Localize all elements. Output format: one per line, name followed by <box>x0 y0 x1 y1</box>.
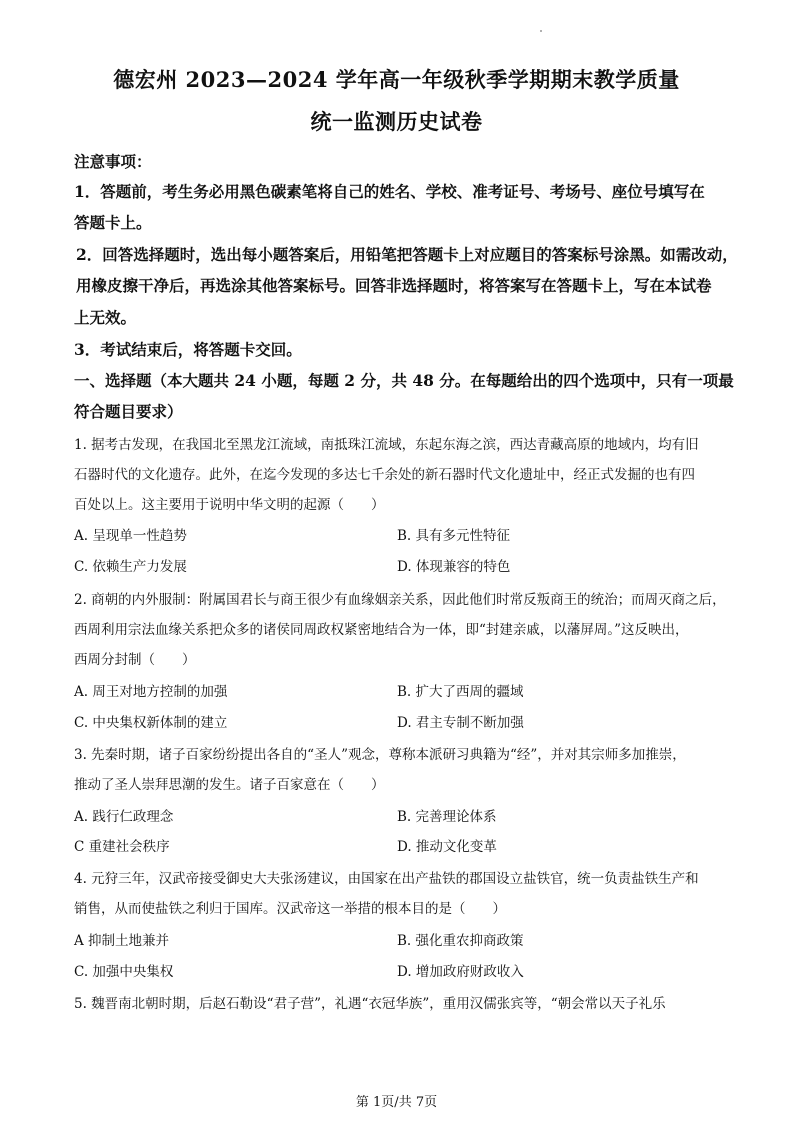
page-footer: 第 1页/共 7页 <box>355 1095 438 1110</box>
question-1-line2: 石器时代的文化遗存。此外，在迄今发现的多达七千余处的新石器时代文化遗址中，经正式发掘的也有四 <box>74 467 695 483</box>
question-4-option-a: A 抑制土地兼并 <box>74 933 170 949</box>
section-heading-line2: 符合题目要求） <box>74 402 183 421</box>
question-1-option-d: D. 体现兼容的特色 <box>397 559 511 575</box>
question-4-option-d: D. 增加政府财政收入 <box>397 964 524 980</box>
exam-title-line1: 德宏州 2023—2024 学年高一年级秋季学期期末教学质量 <box>113 67 680 92</box>
question-1-option-c: C. 依赖生产力发展 <box>74 559 187 575</box>
question-2-line1: 2. 商朝的内外服制：附属国君长与商王很少有血缘姻亲关系，因此他们时常反叛商王的统治；而周灭商之后， <box>74 592 726 608</box>
question-3-line1: 3. 先秦时期，诸子百家纷纷提出各自的“圣人”观念，尊称本派研习典籍为“经”，并对其宗师多加推崇， <box>74 747 686 763</box>
notice-item-2c: 上无效。 <box>74 308 137 327</box>
question-4-line1: 4. 元狩三年，汉武帝接受御史大夫张汤建议，由国家在出产盐铁的郡国设立盐铁官，统一负责盐铁生产和 <box>74 871 699 887</box>
section-heading-line1: 一、选择题（本大题共 24 小题，每题 2 分，共 48 分。在每题给出的四个选项中，只有一项最 <box>74 371 734 390</box>
exam-title-line2: 统一监测历史试卷 <box>310 109 483 134</box>
question-2-option-a: A. 周王对地方控制的加强 <box>74 684 228 700</box>
question-2-option-b: B. 扩大了西周的疆域 <box>397 684 524 700</box>
question-2-line2: 西周利用宗法血缘关系把众多的诸侯同周政权紧密地结合为一体，即“封建亲戚，以藩屏周。”这反映出， <box>74 622 689 638</box>
question-2-option-d: D. 君主专制不断加强 <box>397 715 524 731</box>
question-3-option-c: C 重建社会秩序 <box>74 839 170 855</box>
question-1-line1: 1. 据考古发现，在我国北至黑龙江流域，南抵珠江流域，东起东海之滨，西达青藏高原的地域内，均有旧 <box>74 437 699 453</box>
question-1-line3: 百处以上。这主要用于说明中华文明的起源（ ） <box>74 497 385 513</box>
question-3-option-b: B. 完善理论体系 <box>397 809 497 825</box>
notice-heading: 注意事项： <box>74 152 152 171</box>
question-3-option-d: D. 推动文化变革 <box>397 839 497 855</box>
question-3-line2: 推动了圣人崇拜思潮的发生。诸子百家意在（ ） <box>74 777 385 793</box>
notice-item-1b: 答题卡上。 <box>74 213 152 232</box>
question-3-option-a: A. 践行仁政理念 <box>74 809 174 825</box>
question-4-option-c: C. 加强中央集权 <box>74 964 174 980</box>
question-5-line1: 5. 魏晋南北朝时期，后赵石勒设“君子营”，礼遇“衣冠华族”，重用汉儒张宾等，“朝会常以天子礼乐 <box>74 996 666 1012</box>
question-1-option-b: B. 具有多元性特征 <box>397 528 511 544</box>
question-2-option-c: C. 中央集权新体制的建立 <box>74 715 228 731</box>
question-4-option-b: B. 强化重农抑商政策 <box>397 933 524 949</box>
notice-item-1a: 1．答题前，考生务必用黑色碳素笔将自己的姓名、学校、准考证号、考场号、座位号填写在 <box>74 182 705 201</box>
notice-item-2a: 2．回答选择题时，选出每小题答案后，用铅笔把答题卡上对应题目的答案标号涂黑。如需改动， <box>76 245 738 264</box>
scan-dot <box>540 30 542 32</box>
question-2-line3: 西周分封制（ ） <box>74 652 196 668</box>
question-4-line2: 销售，从而使盐铁之利归于国库。汉武帝这一举措的根本目的是（ ） <box>74 901 506 917</box>
question-1-option-a: A. 呈现单一性趋势 <box>74 528 187 544</box>
notice-item-3: 3．考试结束后，将答题卡交回。 <box>74 340 302 359</box>
notice-item-2b: 用橡皮擦干净后，再选涂其他答案标号。回答非选择题时，将答案写在答题卡上，写在本试卷 <box>76 276 712 295</box>
